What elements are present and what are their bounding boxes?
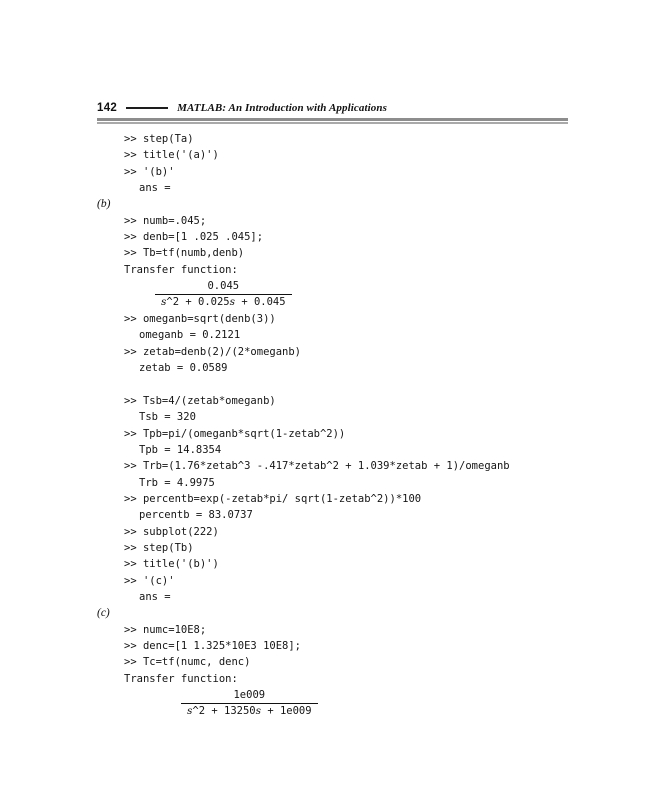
- command-line: >> denc=[1 1.325*10E3 10E8];: [124, 639, 302, 652]
- command-line: >> numb=.045;: [124, 214, 207, 227]
- header-dash-rule: [126, 107, 168, 109]
- command-line: >> Tc=tf(numc, denc): [124, 656, 251, 669]
- book-title: MATLAB: An Introduction with Applications: [177, 101, 387, 114]
- command-line: >> '(c)': [124, 574, 175, 587]
- blank-line: [97, 376, 612, 392]
- command-line: >> '(b)': [124, 165, 175, 178]
- result-line: ans =: [139, 182, 171, 195]
- result-line: omeganb = 0.2121: [139, 329, 241, 342]
- fraction: [155, 278, 292, 311]
- output-line: Transfer function:: [124, 672, 238, 685]
- rule-bottom: [97, 122, 568, 124]
- page-number: 142: [97, 101, 118, 114]
- command-line: >> step(Tb): [124, 541, 194, 554]
- answer-label: (c): [97, 607, 110, 620]
- output-line: Transfer function:: [124, 263, 238, 276]
- command-line: >> Trb=(1.76*zetab^3 -.417*zetab^2 + 1.039*zetab + 1)/omeganb: [124, 460, 510, 473]
- command-line: >> subplot(222): [124, 525, 219, 538]
- fraction-numerator: 0.045: [207, 280, 240, 293]
- result-line: Trb = 4.9975: [139, 476, 215, 489]
- fraction: [181, 687, 318, 720]
- fraction-denominator: s^2 + 0.025s + 0.045: [155, 294, 292, 311]
- command-line: >> title('(a)'): [124, 149, 219, 162]
- transfer-function-fraction: [97, 278, 612, 311]
- result-line: ans =: [139, 590, 171, 603]
- fraction-denominator: s^2 + 13250s + 1e009: [181, 703, 318, 720]
- command-line: >> denb=[1 .025 .045];: [124, 231, 264, 244]
- matlab-transcript: [97, 131, 612, 720]
- fraction-numerator: 1e009: [233, 689, 266, 701]
- transfer-function-fraction: [97, 687, 612, 720]
- header-double-rule: [97, 118, 568, 124]
- command-line: >> Tpb=pi/(omeganb*sqrt(1-zetab^2)): [124, 427, 346, 440]
- result-line: percentb = 83.0737: [139, 509, 253, 522]
- result-line: Tsb = 320: [139, 411, 196, 424]
- command-line: >> numc=10E8;: [124, 623, 207, 636]
- command-line: >> Tb=tf(numb,denb): [124, 247, 245, 260]
- page-header: [97, 100, 568, 115]
- command-line: >> percentb=exp(-zetab*pi/ sqrt(1-zetab^2))*100: [124, 492, 422, 505]
- result-line: Tpb = 14.8354: [139, 443, 222, 456]
- command-line: >> step(Ta): [124, 133, 194, 145]
- command-line: >> omeganb=sqrt(denb(3)): [124, 313, 276, 326]
- answer-label: (b): [97, 198, 111, 211]
- command-line: >> zetab=denb(2)/(2*omeganb): [124, 345, 302, 358]
- command-line: >> title('(b)'): [124, 558, 219, 571]
- command-line: >> Tsb=4/(zetab*omeganb): [124, 394, 276, 407]
- result-line: zetab = 0.0589: [139, 362, 228, 375]
